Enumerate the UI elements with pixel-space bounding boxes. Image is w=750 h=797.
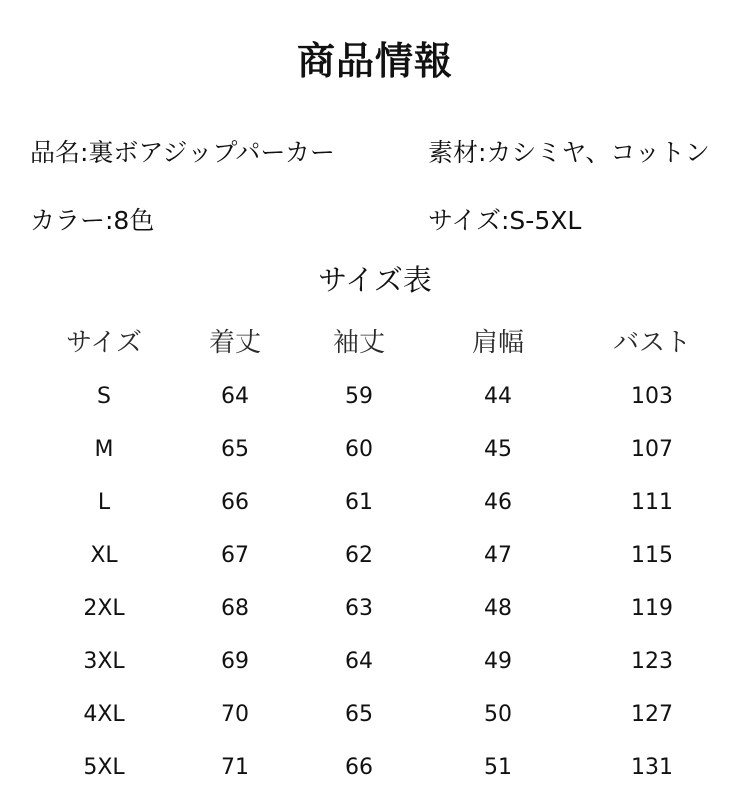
product-material: 素材:カシミヤ、コットン: [428, 138, 710, 167]
cell-length: 69: [221, 649, 249, 674]
product-name: 品名:裏ボアジップパーカー: [30, 138, 335, 167]
cell-size: 3XL: [83, 649, 125, 674]
product-size-range: サイズ:S-5XL: [428, 206, 582, 235]
cell-bust: 111: [631, 490, 673, 515]
cell-length: 68: [221, 596, 249, 621]
size-table: [0, 320, 750, 797]
size-table-header: [0, 320, 750, 373]
cell-size: M: [94, 437, 114, 462]
table-row: [0, 585, 750, 638]
cell-length: 70: [221, 702, 249, 727]
table-row: [0, 426, 750, 479]
cell-sleeve: 61: [345, 490, 373, 515]
cell-sleeve: 59: [345, 384, 373, 409]
cell-shoulder: 49: [484, 649, 512, 674]
cell-bust: 115: [631, 543, 673, 568]
cell-shoulder: 50: [484, 702, 512, 727]
table-row: [0, 744, 750, 797]
cell-length: 66: [221, 490, 249, 515]
cell-length: 65: [221, 437, 249, 462]
cell-bust: 103: [631, 384, 673, 409]
header-size: サイズ: [66, 328, 142, 358]
size-table-title: サイズ表: [318, 263, 432, 297]
cell-length: 64: [221, 384, 249, 409]
table-row: [0, 532, 750, 585]
cell-shoulder: 46: [484, 490, 512, 515]
cell-sleeve: 66: [345, 755, 373, 780]
cell-shoulder: 48: [484, 596, 512, 621]
cell-bust: 107: [631, 437, 673, 462]
cell-size: L: [97, 490, 111, 515]
header-sleeve: 袖丈: [332, 328, 385, 358]
cell-length: 71: [221, 755, 249, 780]
product-colors: カラー:8色: [30, 206, 155, 235]
cell-size: 2XL: [83, 596, 125, 621]
table-row: [0, 638, 750, 691]
header-shoulder: 肩幅: [471, 328, 524, 358]
table-row: [0, 479, 750, 532]
cell-size: 4XL: [83, 702, 125, 727]
table-row: [0, 691, 750, 744]
cell-size: 5XL: [83, 755, 125, 780]
cell-shoulder: 44: [484, 384, 512, 409]
header-length: 着丈: [208, 328, 261, 358]
header-bust: バスト: [612, 328, 691, 358]
cell-sleeve: 63: [345, 596, 373, 621]
cell-shoulder: 47: [484, 543, 512, 568]
cell-sleeve: 64: [345, 649, 373, 674]
table-row: [0, 373, 750, 426]
cell-size: XL: [90, 543, 118, 568]
cell-sleeve: 60: [345, 437, 373, 462]
cell-shoulder: 45: [484, 437, 512, 462]
cell-bust: 119: [631, 596, 673, 621]
cell-size: S: [97, 384, 111, 409]
cell-length: 67: [221, 543, 249, 568]
cell-bust: 123: [631, 649, 673, 674]
page-title: 商品情報: [296, 39, 453, 83]
cell-sleeve: 62: [345, 543, 373, 568]
cell-shoulder: 51: [484, 755, 512, 780]
cell-bust: 127: [631, 702, 673, 727]
cell-bust: 131: [631, 755, 673, 780]
cell-sleeve: 65: [345, 702, 373, 727]
